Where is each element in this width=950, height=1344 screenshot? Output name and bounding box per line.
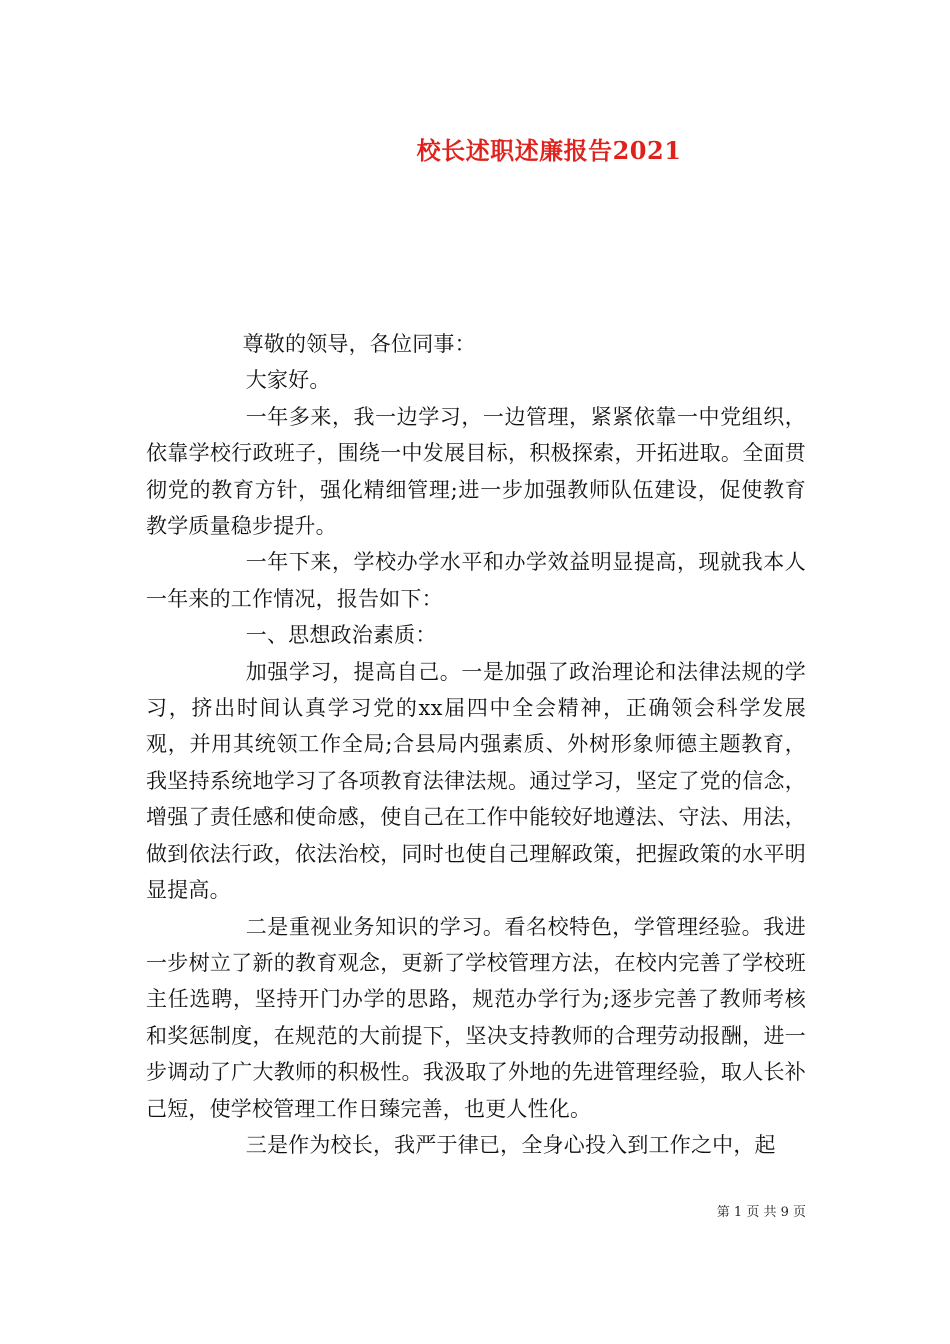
paragraph-business: 二是重视业务知识的学习。看名校特色，学管理经验。我进一步树立了新的教育观念，更新了学校管理方法，在校内完善了学校班主任选聘，坚持开门办学的思路，规范办学行为;逐步完善了教师考核和奖惩制度，在规范的大前提下，坚决支持教师的合理劳动报酬，进一步调动了广大教师的积极性。我汲取了外地的先进管理经验，取人长补己短，使学校管理工作日臻完善，也更人性化。: [146, 914, 806, 1121]
paragraph-summary: 一年下来，学校办学水平和办学效益明显提高，现就我本人一年来的工作情况，报告如下：: [146, 550, 806, 611]
salutation: 尊敬的领导，各位同事：: [242, 332, 476, 356]
paragraph-principal: 三是作为校长，我严于律已，全身心投入到工作之中，起: [245, 1132, 776, 1157]
paragraph-study: 加强学习，提高自己。一是加强了政治理论和法律法规的学习，挤出时间认真学习党的xx届四中全会精神，正确领会科学发展观，并用其统领工作全局;合县局内强素质、外树形象师德主题教育，我坚持系统地学习了各项教育法律法规。通过学习，坚定了党的信念，增强了责任感和使命感，使自己在工作中能较好地遵法、守法、用法，做到依法行政，依法治校，同时也使自己理解政策，把握政策的水平明显提高。: [146, 659, 806, 903]
paragraph-intro: 一年多来，我一边学习，一边管理，紧紧依靠一中党组织，依靠学校行政班子，围绕一中发展目标，积极探索，开拓进取。全面贯彻党的教育方针，强化精细管理;进一步加强教师队伍建设，促使教育教学质量稳步提升。: [146, 404, 806, 539]
document-body: [146, 326, 806, 1163]
section-heading: 一、思想政治素质：: [245, 623, 437, 648]
page-number: 第 1 页 共 9 页: [716, 1205, 806, 1220]
greeting: 大家好。: [245, 368, 331, 393]
document-title: 校长述职述廉报告2021: [416, 136, 682, 165]
